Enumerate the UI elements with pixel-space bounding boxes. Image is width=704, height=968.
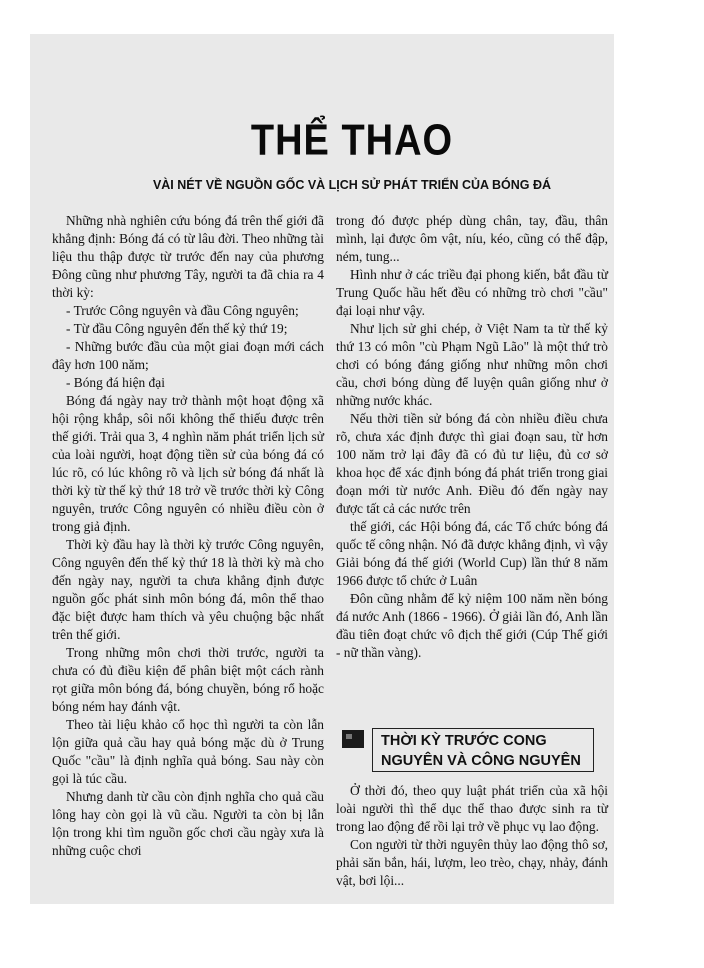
section-title-line: NGUYÊN VÀ CÔNG NGUYÊN xyxy=(381,753,581,769)
left-column xyxy=(52,212,324,860)
section-header xyxy=(336,724,612,774)
paragraph: Như lịch sử ghi chép, ở Việt Nam ta từ thế kỷ thứ 13 có môn "cù Phạm Ngũ Lão" là một thứ trò chơi có bóng đáng giống như những môn chơi cầu, chơi bóng dùng để luyện quân giống như ở những nước khác. xyxy=(336,321,608,408)
paragraph: Con người từ thời nguyên thủy lao động thô sơ, phải săn bắn, hái, lượm, leo trèo, chạy, nhảy, đánh vật, bơi lội... xyxy=(336,837,608,888)
paragraph: - Trước Công nguyên và đầu Công nguyên; xyxy=(66,303,299,318)
paragraph: Đôn cũng nhằm để kỷ niệm 100 năm nền bóng đá nước Anh (1866 - 1966). Ở giải lần đó, Anh lần đầu tiên đoạt chức vô địch thế giới (Cúp Thế giới - nữ thần vàng). xyxy=(336,591,608,660)
page-title: THỂ THAO xyxy=(250,116,454,166)
paragraph: Bóng đá ngày nay trở thành một hoạt động xã hội rộng khắp, sôi nổi không thể thiếu được trên thế giới. Trải qua 3, 4 nghìn năm phát triển lịch sử của loài người, hoạt động tiền sử của bóng đá có lúc rõ, có lúc không rõ và lịch sử bóng đá nhất là thời kỳ từ thế kỷ thứ 18 trở về trước thời kỳ Công nguyên, trước Công nguyên có nhiều điều còn ở trong giả định. xyxy=(52,393,324,534)
paragraph: Thời kỳ đầu hay là thời kỳ trước Công nguyên, Công nguyên đến thế kỷ thứ 18 là thời kỳ mà cho đến ngày nay, người ta chưa khẳng định được nguồn gốc phát sinh môn bóng đá, môn thể thao đặc biệt được ham thích và yêu chuộng bậc nhất trên thế giới. xyxy=(52,537,324,642)
section-title xyxy=(372,728,594,772)
paragraph: trong đó được phép dùng chân, tay, đầu, thân mình, lại được ôm vật, níu, kéo, cũng có thể đập, ném, tung... xyxy=(336,213,608,264)
paragraph: thế giới, các Hội bóng đá, các Tổ chức bóng đá quốc tế công nhận. Nó đã được khẳng định, vì vậy Giải bóng đá thế giới (World Cup) lần thứ 8 năm 1966 được tổ chức ở Luân xyxy=(336,519,608,588)
paragraph: Trong những môn chơi thời trước, người ta chưa có đủ điều kiện để phân biệt một cách rành rọt giữa môn bóng đá, bóng chuyền, bóng rổ hoặc bóng ném hay đánh vật. xyxy=(52,645,324,714)
section-body xyxy=(336,782,608,890)
paragraph: - Những bước đầu của một giai đoạn mới cách đây hơn 100 năm; xyxy=(52,339,324,372)
film-frame-icon xyxy=(342,730,364,748)
page-subtitle: VÀI NÉT VỀ NGUỒN GỐC VÀ LỊCH SỬ PHÁT TRIỂN CỦA BÓNG ĐÁ xyxy=(152,178,552,192)
section-title-line: THỜI KỲ TRƯỚC CONG xyxy=(381,733,547,749)
paragraph: Nếu thời tiền sử bóng đá còn nhiều điều chưa rõ, chưa xác định được thì giai đoạn sau, từ hơn 100 năm trở lại đây đã có đủ tư liệu, đủ cơ sở khoa học để xác định bóng đá phát triển trong giai đoạn mới từ nước Anh. Điều đó đến ngày nay được tất cả các nước trên xyxy=(336,411,608,516)
paragraph: Nhưng danh từ cầu còn định nghĩa cho quả cầu lông hay còn gọi là vũ cầu. Người ta còn bị lẫn lộn trong khi tìm nguồn gốc chơi cầu ngày xưa là những cuộc chơi xyxy=(52,789,324,858)
paragraph: - Bóng đá hiện đại xyxy=(66,375,165,390)
paragraph: - Từ đầu Công nguyên đến thế kỷ thứ 19; xyxy=(66,321,288,336)
paragraph: Hình như ở các triều đại phong kiến, bắt đầu từ Trung Quốc hầu hết đều có những trò chơi "cầu" đại loại như vậy. xyxy=(336,267,608,318)
paragraph: Những nhà nghiên cứu bóng đá trên thế giới đã khẳng định: Bóng đá có từ lâu đời. Theo những tài liệu thu thập được từ trước đến nay của phương Đông cũng như phương Tây, người ta đã chia ra 4 thời kỳ: xyxy=(52,213,324,300)
paragraph: Ở thời đó, theo quy luật phát triển của xã hội loài người thì thể dục thể thao được sinh ra từ trong lao động để rồi lại trở về phục vụ lao động. xyxy=(336,783,608,834)
right-column xyxy=(336,212,608,662)
paragraph: Theo tài liệu khảo cổ học thì người ta còn lẫn lộn giữa quả cầu hay quả bóng mặc dù ở Trung Quốc "cầu" là định nghĩa quả bóng. Sau này còn gọi là túc cầu. xyxy=(52,717,324,786)
